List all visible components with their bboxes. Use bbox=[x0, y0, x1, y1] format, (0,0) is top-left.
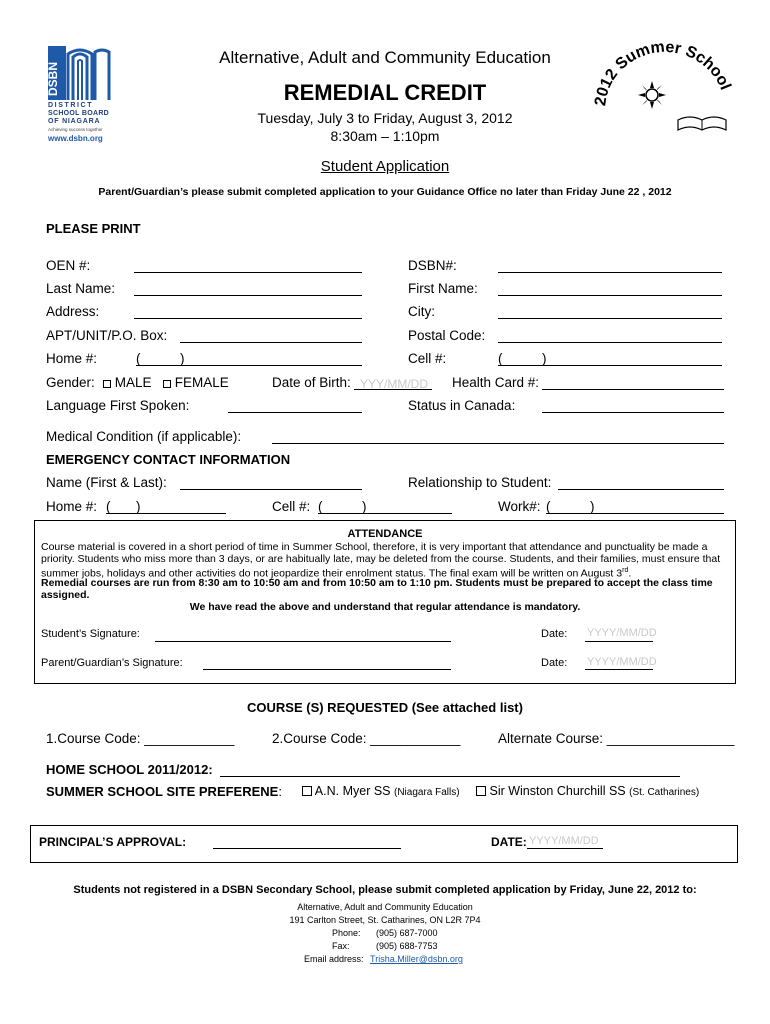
home-phone-label: Home #: bbox=[46, 351, 98, 366]
cell-area-open: ( bbox=[498, 351, 503, 366]
attendance-para-2: Remedial courses are run from 8:30 am to 10:50 am and from 10:50 am to 1:10 pm. Students must be prepared to accept the class time assigned. bbox=[41, 577, 713, 601]
program-times: 8:30am – 1:10pm bbox=[330, 128, 440, 144]
last-name-field[interactable] bbox=[134, 295, 362, 296]
attendance-para-1: Course material is covered in a short period of time in Summer School, therefore, it is very important that attendance and punctuality be made a priority. Students who miss more than 3 days, or are habitually late, may be deleted from the course. Students, and their families, must ensure that summer jobs, holidays and other activities do not jeopardize their enrolment status. The final exam will be written on August 3 bbox=[41, 541, 721, 580]
health-card-field[interactable] bbox=[542, 389, 724, 390]
parent-signature-label: Parent/Guardian’s Signature: bbox=[41, 657, 183, 669]
emergency-cell-open: ( bbox=[318, 499, 323, 514]
school-word: School bbox=[682, 42, 734, 93]
principal-approval-box bbox=[30, 825, 738, 863]
emergency-work-label: Work#: bbox=[498, 499, 541, 514]
attendance-box bbox=[34, 520, 736, 684]
last-name-label: Last Name: bbox=[46, 281, 116, 296]
footer-address: 191 Carlton Street, St. Catharines, ON L2R 7P4 bbox=[289, 915, 481, 925]
principal-date-label: DATE: bbox=[491, 835, 527, 849]
emergency-home-open: ( bbox=[106, 499, 111, 514]
emergency-home-field[interactable] bbox=[106, 513, 226, 514]
language-field[interactable] bbox=[228, 412, 362, 413]
female-checkbox[interactable] bbox=[163, 380, 171, 388]
female-label: FEMALE bbox=[174, 375, 229, 390]
footer-phone-label: Phone: bbox=[332, 928, 361, 938]
footer-fax-label: Fax: bbox=[332, 941, 350, 951]
attendance-sup: rd bbox=[622, 567, 629, 574]
form-subtitle: Student Application bbox=[320, 158, 450, 175]
status-field[interactable] bbox=[542, 412, 724, 413]
parent-date-placeholder: YYYY/MM/DD bbox=[587, 656, 657, 668]
summer-word: Summer bbox=[612, 40, 683, 74]
student-date-label: Date: bbox=[541, 628, 568, 640]
first-name-label: First Name: bbox=[408, 281, 478, 296]
logo-url: www.dsbn.org bbox=[48, 134, 103, 143]
site-preference-colon: : bbox=[278, 784, 282, 799]
program-dates: Tuesday, July 3 to Friday, August 3, 2012 bbox=[257, 110, 513, 126]
site-2-checkbox[interactable] bbox=[476, 786, 486, 796]
male-label: MALE bbox=[114, 375, 152, 390]
site-preference-label: SUMMER SCHOOL SITE PREFERENE bbox=[46, 784, 279, 799]
summer-year: 2012 bbox=[592, 66, 622, 107]
emergency-work-open: ( bbox=[546, 499, 551, 514]
logo-tagline: Achieving success together bbox=[48, 127, 103, 132]
oen-label: OEN #: bbox=[46, 258, 91, 273]
city-field[interactable] bbox=[498, 318, 722, 319]
org-heading: Alternative, Adult and Community Education bbox=[219, 48, 551, 67]
parent-signature-field[interactable] bbox=[203, 669, 451, 670]
footer-email-label: Email address: bbox=[304, 954, 364, 964]
site-1-checkbox[interactable] bbox=[302, 786, 312, 796]
form-title: REMEDIAL CREDIT bbox=[283, 80, 487, 105]
please-print-heading: PLEASE PRINT bbox=[46, 221, 141, 236]
dsbn-label: DSBN#: bbox=[408, 258, 457, 273]
courses-heading: COURSE (S) REQUESTED (See attached list) bbox=[247, 700, 523, 715]
home-school-field[interactable] bbox=[220, 776, 680, 777]
principal-approval-field[interactable] bbox=[213, 848, 401, 849]
postal-code-label: Postal Code: bbox=[408, 328, 486, 343]
home-area-close: ) bbox=[180, 351, 185, 366]
first-name-field[interactable] bbox=[498, 295, 722, 296]
site-2-location: (St. Catharines) bbox=[629, 787, 700, 798]
emergency-name-field[interactable] bbox=[180, 489, 362, 490]
submission-notice: Parent/Guardian’s please submit completed application to your Guidance Office no later than Friday June 22 , 2012 bbox=[98, 186, 672, 198]
language-label: Language First Spoken: bbox=[46, 398, 190, 413]
emergency-cell-close: ) bbox=[362, 499, 367, 514]
emergency-name-label: Name (First & Last): bbox=[46, 475, 167, 490]
cell-area-close: ) bbox=[542, 351, 547, 366]
emergency-cell-field[interactable] bbox=[318, 513, 452, 514]
home-school-label: HOME SCHOOL 2011/2012: bbox=[46, 762, 213, 777]
cell-phone-label: Cell #: bbox=[408, 351, 447, 366]
logo-initials: DSBN bbox=[46, 61, 60, 96]
apt-field[interactable] bbox=[180, 342, 362, 343]
student-signature-field[interactable] bbox=[155, 641, 451, 642]
site-1-location: (Niagara Falls) bbox=[394, 787, 460, 798]
address-field[interactable] bbox=[134, 318, 362, 319]
city-label: City: bbox=[408, 304, 435, 319]
emergency-home-close: ) bbox=[136, 499, 141, 514]
footer-email-link[interactable]: Trisha.Miller@dsbn.org bbox=[370, 954, 463, 964]
student-date-field[interactable] bbox=[585, 641, 653, 642]
cell-phone-field[interactable] bbox=[498, 365, 722, 366]
footer-org: Alternative, Adult and Community Education bbox=[297, 902, 473, 912]
status-label: Status in Canada: bbox=[408, 398, 516, 413]
student-date-placeholder: YYYY/MM/DD bbox=[587, 627, 657, 639]
alternate-course[interactable]: Alternate Course: _________________ bbox=[498, 731, 735, 746]
course-code-1[interactable]: 1.Course Code: ____________ bbox=[46, 731, 235, 746]
dob-label: Date of Birth: bbox=[272, 375, 351, 390]
medical-field[interactable] bbox=[272, 443, 724, 444]
attendance-agreement: We have read the above and understand that regular attendance is mandatory. bbox=[189, 601, 581, 613]
health-card-label: Health Card #: bbox=[452, 375, 540, 390]
parent-date-label: Date: bbox=[541, 657, 568, 669]
site-2-name: Sir Winston Churchill SS bbox=[489, 784, 626, 798]
apt-label: APT/UNIT/P.O. Box: bbox=[46, 328, 168, 343]
gender-label: Gender: bbox=[46, 375, 95, 390]
attendance-para-1-end: . bbox=[628, 567, 632, 580]
home-area-open: ( bbox=[136, 351, 141, 366]
medical-label: Medical Condition (if applicable): bbox=[46, 429, 242, 444]
principal-approval-label: PRINCIPAL’S APPROVAL: bbox=[39, 835, 187, 849]
dob-placeholder: YYY/MM/DD bbox=[360, 377, 429, 391]
emergency-home-label: Home #: bbox=[46, 499, 98, 514]
principal-date-placeholder: YYYY/MM/DD bbox=[529, 835, 599, 847]
relationship-label: Relationship to Student: bbox=[408, 475, 552, 490]
footer-fax: (905) 688-7753 bbox=[376, 941, 438, 951]
logo-line-1: DISTRICT bbox=[48, 102, 94, 109]
site-1-name: A.N. Myer SS bbox=[314, 784, 391, 798]
emergency-work-close: ) bbox=[590, 499, 595, 514]
logo-line-3: OF NIAGARA bbox=[48, 118, 101, 125]
home-phone-field[interactable] bbox=[136, 365, 362, 366]
male-checkbox[interactable] bbox=[103, 380, 111, 388]
course-code-2[interactable]: 2.Course Code: ____________ bbox=[272, 731, 461, 746]
emergency-cell-label: Cell #: bbox=[272, 499, 311, 514]
emergency-heading: EMERGENCY CONTACT INFORMATION bbox=[46, 452, 291, 467]
postal-code-field[interactable] bbox=[498, 342, 722, 343]
footer-notice: Students not registered in a DSBN Secondary School, please submit completed application by Friday, June 22, 2012 to: bbox=[73, 884, 697, 896]
address-label: Address: bbox=[46, 304, 100, 319]
dsbn-field[interactable] bbox=[498, 272, 722, 273]
student-signature-label: Student’s Signature: bbox=[41, 628, 140, 640]
footer-phone: (905) 687-7000 bbox=[376, 928, 438, 938]
parent-date-field[interactable] bbox=[585, 669, 653, 670]
logo-line-2: SCHOOL BOARD bbox=[48, 110, 110, 117]
emergency-work-field[interactable] bbox=[546, 513, 724, 514]
oen-field[interactable] bbox=[134, 272, 362, 273]
principal-date-field[interactable] bbox=[527, 848, 603, 849]
attendance-heading: ATTENDANCE bbox=[347, 528, 423, 540]
relationship-field[interactable] bbox=[558, 489, 724, 490]
